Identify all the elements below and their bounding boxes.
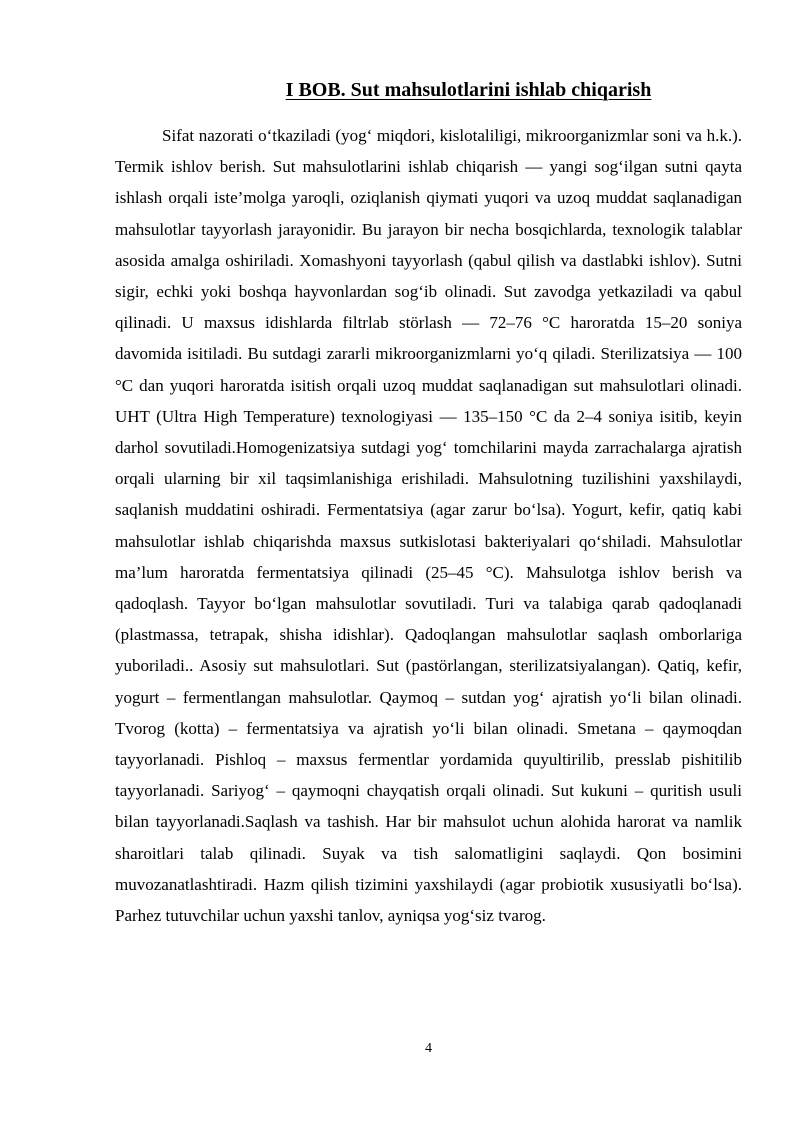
body-paragraph: Sifat nazorati o‘tkaziladi (yog‘ miqdori, kislotaliligi, mikroorganizmlar soni va h.k.). Termik ishlov berish. Sut mahsulotlarini ishlab chiqarish — yangi sog‘ilgan sutni qayta ishlash orqali iste’molga yaroqli, oziqlanish qiymati yuqori va uzoq muddat saqlanadigan mahsulotlar tayyorlash jarayonidir. Bu jarayon bir necha bosqichlarda, texnologik talablar asosida amalga oshiriladi. Xomashyoni tayyorlash (qabul qilish va dastlabki ishlov). Sutni sigir, echki yoki boshqa hayvonlardan sog‘ib olinadi. Sut zavodga yetkaziladi va qabul qilinadi. U maxsus idishlarda filtrlab störlash — 72–76 °C haroratda 15–20 soniya davomida isitiladi. Bu sutdagi zararli mikroorganizmlarni yo‘q qiladi. Sterilizatsiya — 100 °C dan yuqori haroratda isitish orqali uzoq muddat saqlanadigan sut mahsulotlari olinadi. UHT (Ultra High Temperature) texnologiyasi — 135–150 °C da 2–4 soniya isitib, keyin darhol sovutiladi.Homogenizatsiya sutdagi yog‘ tomchilarini mayda zarrachalarga ajratish orqali ularning bir xil taqsimlanishiga erishiladi. Mahsulotning tuzilishini yaxshilaydi, saqlanish muddatini oshiradi. Fermentatsiya (agar zarur bo‘lsa). Yogurt, kefir, qatiq kabi mahsulotlar ishlab chiqarishda maxsus sutkislotasi bakteriyalari qo‘shiladi. Mahsulotlar ma’lum haroratda fermentatsiya qilinadi (25–45 °C). Mahsulotga ishlov berish va qadoqlash. Tayyor bo‘lgan mahsulotlar sovutiladi. Turi va talabiga qarab qadoqlanadi (plastmassa, tetrapak, shisha idishlar). Qadoqlangan mahsulotlar saqlash omborlariga yuboriladi.. Asosiy sut mahsulotlari. Sut (pastörlangan, sterilizatsiyalangan). Qatiq, kefir, yogurt – fermentlangan mahsulotlar. Qaymoq – sutdan yog‘ ajratish yo‘li bilan olinadi. Tvorog (kotta) – fermentatsiya va ajratish yo‘li bilan olinadi. Smetana – qaymoqdan tayyorlanadi. Pishloq – maxsus fermentlar yordamida quyultirilib, presslab pishitilib tayyorlanadi. Sariyog‘ – qaymoqni chayqatish orqali olinadi. Sut kukuni – quritish usuli bilan tayyorlanadi.Saqlash va tashish. Har bir mahsulot uchun alohida harorat va namlik sharoitlari talab qilinadi. Suyak va tish salomatligini saqlaydi. Qon bosimini muvozanatlashtiradi. Hazm qilish tizimini yaxshilaydi (agar probiotik xususiyatli bo‘lsa). Parhez tutuvchilar uchun yaxshi tanlov, ayniqsa yog‘siz tvarog.: [115, 126, 742, 926]
chapter-title: I BOB. Sut mahsulotlarini ishlab chiqarish: [285, 79, 652, 101]
page-number: 4: [425, 1041, 432, 1056]
